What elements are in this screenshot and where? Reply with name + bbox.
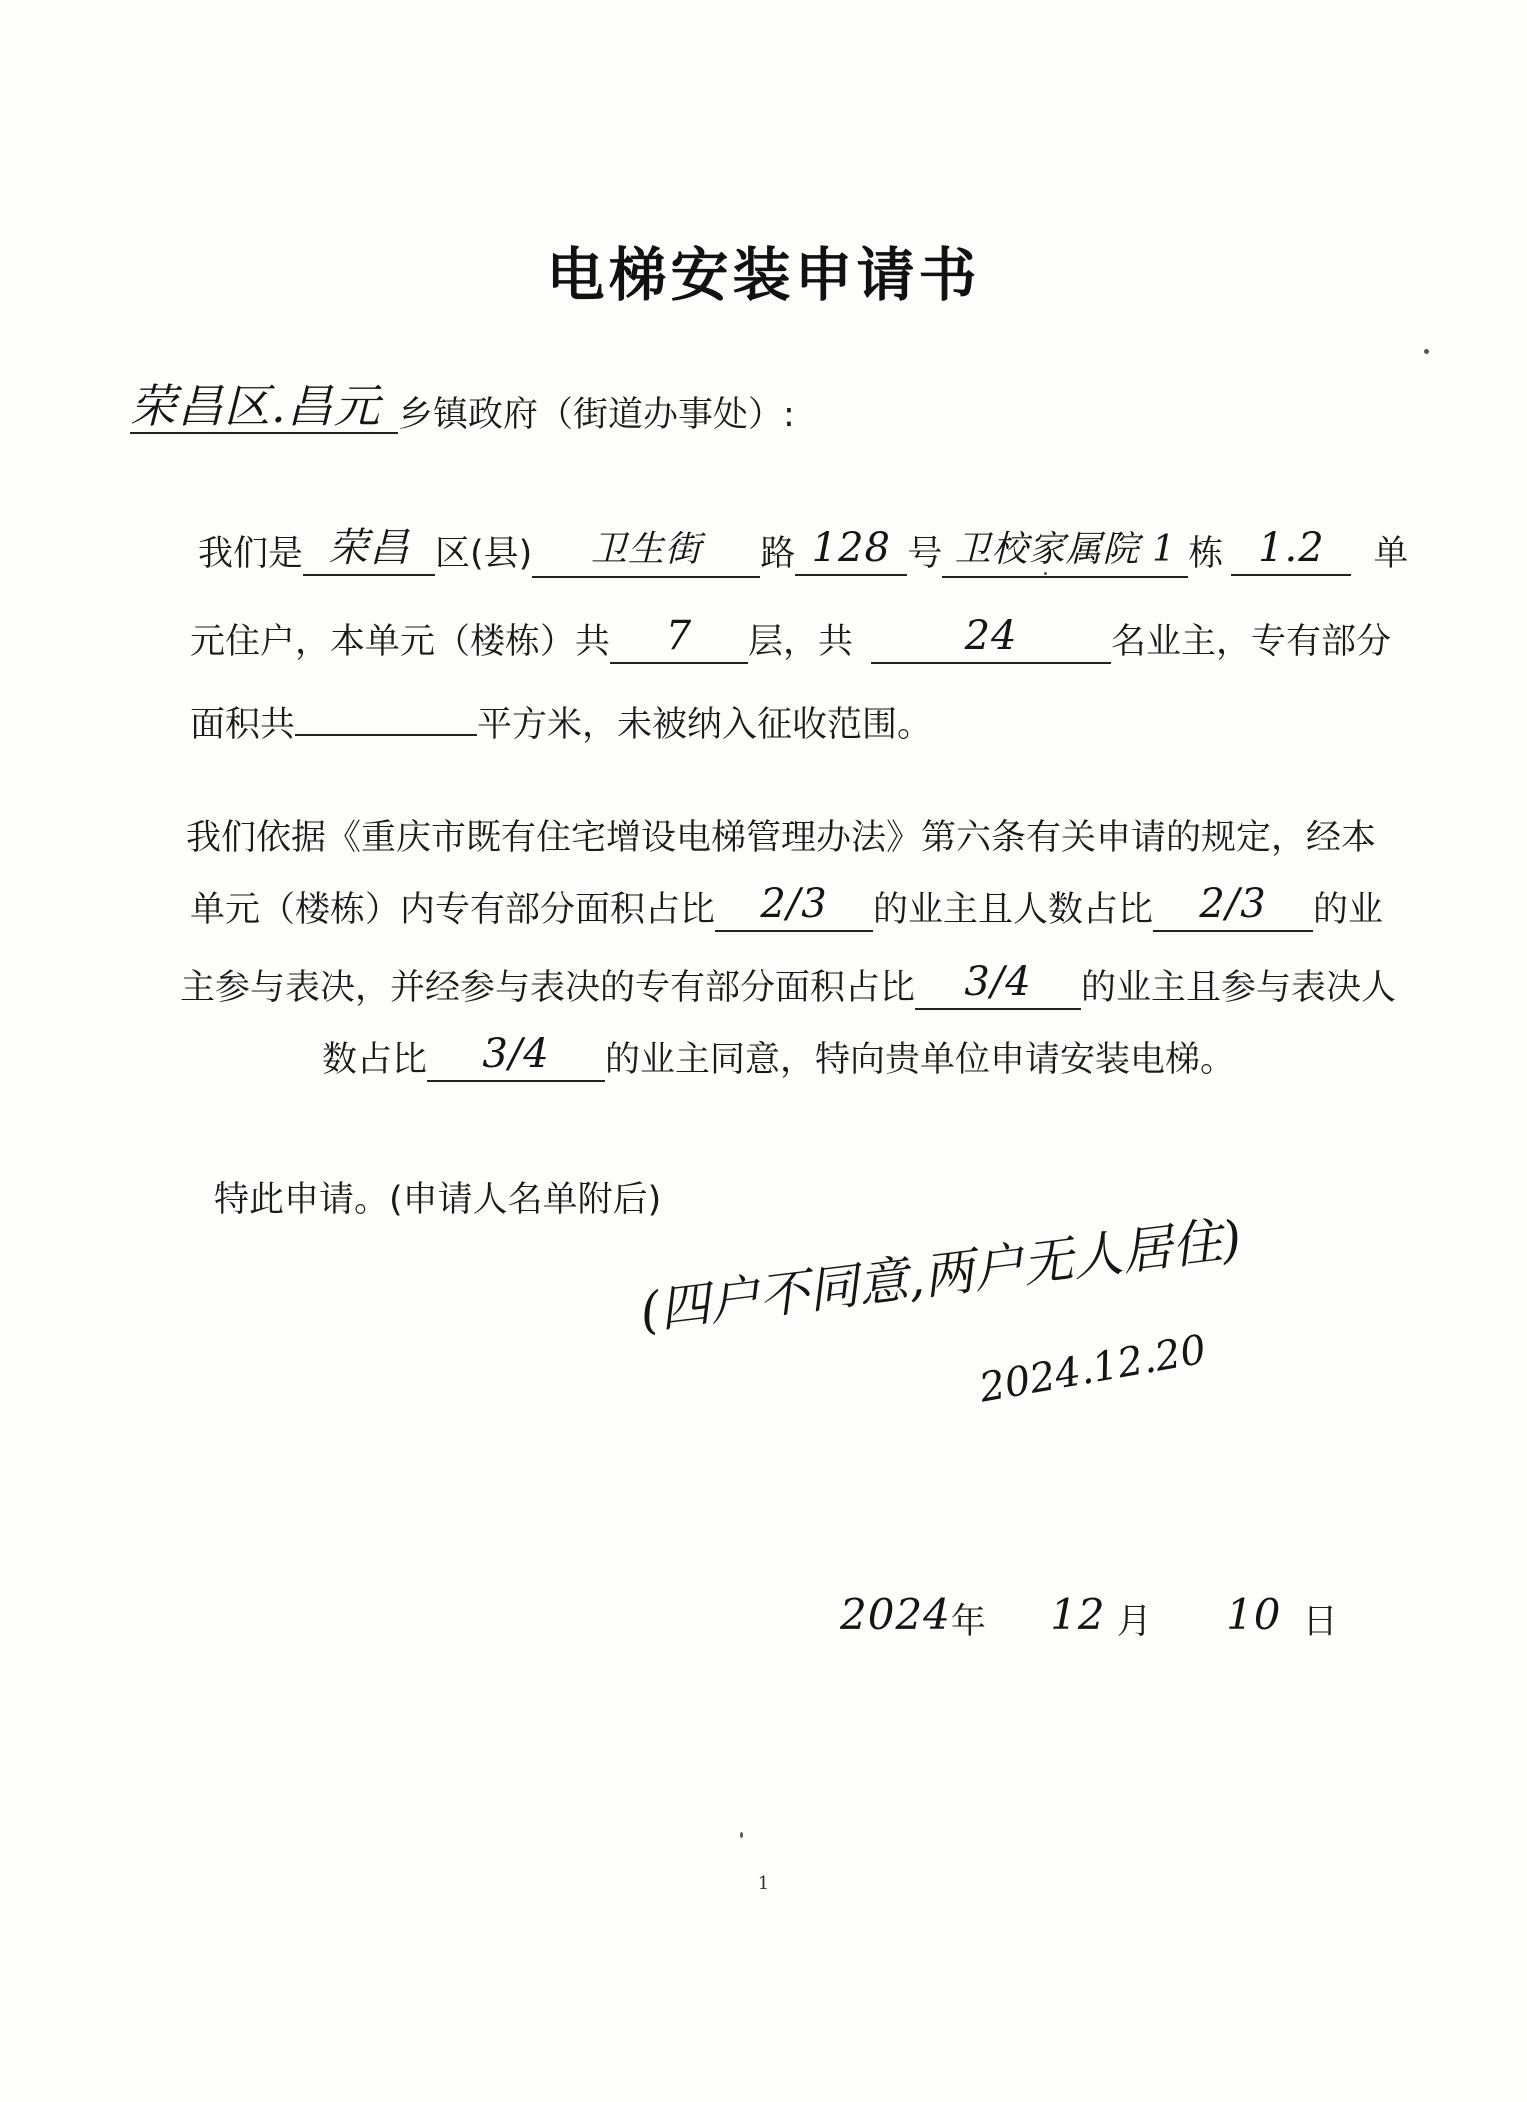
owners-fill: [871, 613, 1111, 664]
addressee-line: [130, 379, 795, 437]
floors-value: 7: [665, 613, 693, 659]
page-number: 1: [757, 1873, 770, 1894]
paragraph1-line3: [190, 690, 932, 747]
handwritten-note-date: 2024.12.20: [976, 1326, 1210, 1412]
road-value: 卫生街: [590, 529, 702, 570]
date-month-label: 月: [1116, 1602, 1152, 1642]
addressee-fill: [130, 379, 398, 434]
unit-value: 1.2: [1258, 525, 1325, 571]
text-segment: 主参与表决，并经参与表决的专有部分面积占比: [180, 968, 916, 1008]
document-title: 电梯安装申请书: [546, 241, 981, 309]
handwritten-note: (四户不同意,两户无人居住): [636, 1209, 1245, 1341]
closing-line: 特此申请。(申请人名单附后): [214, 1180, 662, 1220]
paragraph2-line3: [180, 959, 1397, 1010]
vote-area-ratio-fill: [915, 959, 1081, 1010]
date-day: 10: [1226, 1590, 1282, 1639]
scan-speck: [740, 1832, 743, 1838]
text-segment: 栋: [1188, 534, 1224, 574]
addressee-text: 乡镇政府（街道办事处）:: [398, 395, 795, 435]
text-segment: 的业主且人数占比: [873, 890, 1154, 930]
text-segment: 路: [760, 534, 796, 574]
date-line: [840, 1590, 1338, 1644]
paragraph1-line1: [198, 525, 1409, 578]
text-segment: 区(县): [435, 534, 533, 574]
text-segment: 数占比: [322, 1040, 428, 1080]
text-segment: 元住户，本单元（楼栋）共: [190, 622, 611, 662]
district-fill: [303, 525, 435, 576]
number-fill: [795, 525, 907, 576]
text-segment: 号: [907, 534, 943, 574]
compound-value: 卫校家属院 1: [954, 529, 1177, 570]
paragraph1-line2: [190, 613, 1392, 664]
paragraph2-line2: [190, 881, 1384, 932]
date-month: 12: [1050, 1590, 1106, 1639]
text-segment: 层，共: [748, 622, 854, 662]
paragraph2-line4: [322, 1031, 1236, 1082]
district-value: 荣昌: [328, 525, 411, 571]
road-fill: [532, 529, 760, 578]
text-segment: 的业: [1313, 890, 1384, 930]
number-value: 128: [811, 525, 892, 571]
compound-fill: [942, 529, 1188, 578]
text-segment: 名业主，专有部分: [1111, 622, 1392, 662]
text-segment: 平方米，未被纳入征收范围。: [477, 705, 933, 745]
text-segment: 的业主且参与表决人: [1081, 968, 1397, 1008]
area-fill: [295, 690, 477, 736]
text-segment: 我们是: [198, 534, 304, 574]
vote-people-ratio-value: 3/4: [482, 1031, 550, 1077]
date-day-label: 日: [1302, 1602, 1338, 1642]
scan-speck: [1044, 572, 1047, 575]
area-ratio-fill: [715, 881, 873, 932]
text-segment: 面积共: [190, 705, 296, 745]
people-ratio-fill: [1153, 881, 1313, 932]
text-segment: 单: [1373, 534, 1409, 574]
date-year-label: 年: [950, 1602, 986, 1642]
text-segment: 单元（楼栋）内专有部分面积占比: [190, 890, 716, 930]
unit-fill: [1231, 525, 1351, 576]
vote-people-ratio-fill: [427, 1031, 605, 1082]
owners-value: 24: [964, 613, 1018, 659]
area-ratio-value: 2/3: [760, 881, 828, 927]
people-ratio-value: 2/3: [1199, 881, 1267, 927]
text-segment: 我们依据《重庆市既有住宅增设电梯管理办法》第六条有关申请的规定，经本: [186, 818, 1377, 858]
date-year: 2024: [840, 1590, 951, 1639]
addressee-handwritten: 荣昌区.昌元: [130, 379, 381, 433]
scan-speck: [1424, 349, 1429, 354]
paragraph2-line1: [186, 816, 1376, 860]
floors-fill: [610, 613, 748, 664]
vote-area-ratio-value: 3/4: [964, 959, 1032, 1005]
text-segment: 的业主同意，特向贵单位申请安装电梯。: [605, 1040, 1236, 1080]
